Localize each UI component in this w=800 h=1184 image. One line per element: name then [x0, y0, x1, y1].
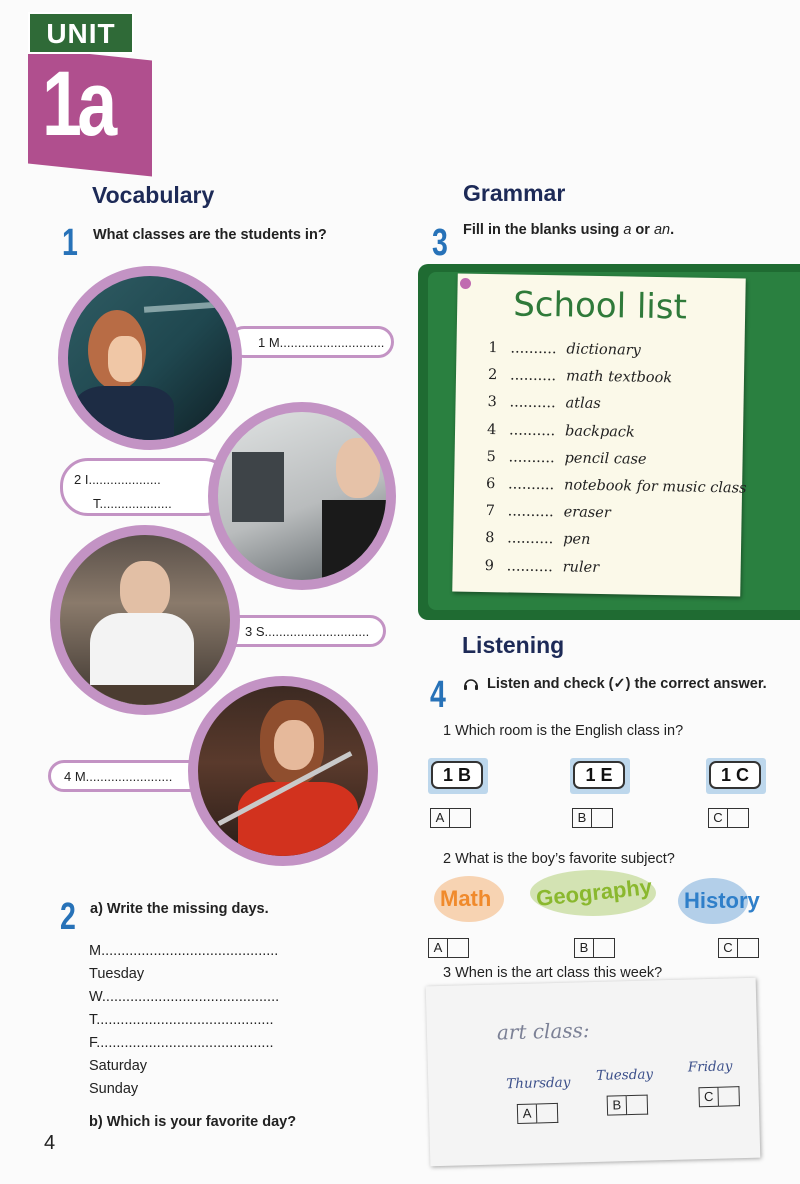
school-list-item — [488, 367, 672, 386]
girl-face — [120, 561, 170, 619]
checkbox-letter: A — [428, 938, 448, 958]
exercise-1-number: 1 — [62, 222, 78, 264]
instruction-period: . — [670, 222, 675, 238]
item-number: 7 — [485, 503, 496, 520]
exercise-3-instruction — [463, 222, 674, 238]
instruction-text: Fill in the blanks using — [463, 222, 624, 238]
checkbox-box[interactable] — [594, 938, 615, 958]
checkbox-box[interactable] — [592, 808, 613, 828]
blank-field[interactable]: .......... — [508, 449, 555, 467]
item-number: 1 — [488, 340, 498, 357]
answer-2-line-1: 2 I.................... — [74, 472, 161, 487]
checkbox-box[interactable] — [718, 1086, 740, 1107]
girl-face — [274, 720, 314, 770]
subject-option: Math — [440, 886, 492, 911]
school-list-item — [487, 422, 635, 441]
checkbox-letter: C — [708, 808, 728, 828]
instruction-or: or — [631, 222, 654, 238]
answer-checkbox[interactable] — [708, 808, 749, 828]
photo-science-class — [50, 525, 240, 715]
photo-math-class — [58, 266, 242, 450]
item-text: eraser — [563, 504, 611, 522]
checkbox-box[interactable] — [728, 808, 749, 828]
item-number: 5 — [486, 448, 496, 465]
room-label: 1 B — [431, 761, 483, 789]
answer-checkbox[interactable] — [517, 1103, 559, 1124]
option-a: a — [623, 222, 632, 238]
checkbox-box[interactable] — [627, 1095, 649, 1116]
blank-field[interactable]: .......... — [510, 340, 557, 358]
checkbox-letter: B — [607, 1095, 628, 1116]
day-line: Saturday — [89, 1058, 148, 1074]
girl-uniform — [322, 500, 392, 590]
blank-field[interactable]: .......... — [507, 530, 554, 548]
pushpin-icon — [460, 278, 471, 289]
answer-3-text: 3 S............................. — [245, 624, 370, 639]
checkbox-box[interactable] — [450, 808, 471, 828]
answer-checkbox[interactable] — [607, 1095, 649, 1116]
school-list-item — [488, 340, 641, 359]
subject-option: Geography — [534, 874, 654, 912]
room-option — [428, 758, 488, 794]
question-3: 3 When is the art class this week? — [443, 965, 663, 981]
photo-it-class — [208, 402, 396, 590]
item-text: atlas — [565, 395, 601, 413]
torn-note — [426, 978, 761, 1167]
checkbox-letter: A — [430, 808, 450, 828]
answer-checkbox[interactable] — [428, 938, 469, 958]
exercise-2a-instruction: a) Write the missing days. — [90, 901, 269, 917]
photo-music-class — [188, 676, 378, 866]
room-label: 1 E — [573, 761, 625, 789]
item-text: math textbook — [565, 368, 673, 387]
days-list — [89, 940, 279, 1101]
headphones-icon — [463, 676, 479, 690]
answer-2-line-2: T.................... — [93, 496, 172, 511]
girl-red-top — [238, 782, 358, 866]
item-text: pencil case — [564, 450, 647, 468]
school-list-item — [485, 558, 600, 576]
checkbox-letter: B — [574, 938, 594, 958]
checkbox-box[interactable] — [537, 1103, 559, 1124]
question-1: 1 Which room is the English class in? — [443, 723, 684, 739]
listening-title: Listening — [462, 632, 565, 658]
item-number: 2 — [487, 367, 498, 384]
blank-field[interactable]: .......... — [508, 422, 556, 439]
blank-field[interactable]: .......... — [509, 394, 556, 412]
day-option: Friday — [687, 1058, 733, 1076]
exercise-2b-instruction: b) Which is your favorite day? — [89, 1114, 297, 1130]
day-line[interactable]: T............................................ — [89, 1012, 274, 1028]
room-option — [706, 758, 766, 794]
item-text: ruler — [562, 558, 600, 576]
student-sweater — [74, 386, 174, 450]
school-list-item — [486, 449, 646, 468]
checkbox-box[interactable] — [448, 938, 469, 958]
grammar-title: Grammar — [463, 180, 566, 206]
item-text: backpack — [564, 423, 635, 441]
school-list-item — [486, 503, 611, 521]
vocabulary-title: Vocabulary — [92, 182, 215, 208]
day-line: Tuesday — [89, 966, 145, 982]
room-option — [570, 758, 630, 794]
room-label: 1 C — [709, 761, 761, 789]
checkbox-letter: C — [718, 938, 738, 958]
monitor — [232, 452, 284, 522]
exercise-3-number: 3 — [432, 222, 448, 264]
unit-label: UNIT — [46, 18, 116, 49]
item-number: 3 — [487, 394, 497, 411]
option-an: an — [653, 222, 671, 238]
day-line[interactable]: F............................................ — [89, 1035, 274, 1051]
blank-field[interactable]: .......... — [506, 558, 553, 575]
school-list-item — [487, 394, 600, 412]
day-option: Thursday — [506, 1074, 571, 1093]
school-list-item — [486, 476, 747, 497]
day-option: Tuesday — [595, 1066, 654, 1084]
answer-checkbox[interactable] — [698, 1086, 740, 1107]
answer-checkbox[interactable] — [572, 808, 613, 828]
page-number: 4 — [44, 1132, 56, 1154]
checkbox-letter: A — [517, 1103, 538, 1124]
answer-4-text: 4 M........................ — [64, 769, 173, 784]
blank-field[interactable]: .......... — [507, 476, 555, 494]
checkbox-box[interactable] — [738, 938, 759, 958]
subject-option: History — [684, 888, 760, 913]
unit-label-box — [28, 12, 134, 54]
school-list-item — [485, 530, 590, 548]
girl-face — [336, 438, 380, 498]
student-face — [108, 336, 142, 382]
exercise-2-number: 2 — [60, 896, 76, 938]
item-number: 9 — [484, 557, 495, 574]
item-text: pen — [563, 531, 591, 549]
blank-field[interactable]: .......... — [509, 367, 557, 385]
school-list-paper — [452, 274, 746, 597]
answer-checkbox[interactable] — [718, 938, 759, 958]
day-line[interactable]: M............................................ — [89, 943, 279, 959]
exercise-4-number: 4 — [430, 674, 446, 716]
day-line[interactable]: W............................................ — [89, 989, 280, 1005]
unit-badge — [28, 12, 132, 164]
item-number: 8 — [485, 530, 495, 547]
school-list-title: School list — [512, 284, 688, 328]
item-text: dictionary — [566, 341, 641, 359]
checkbox-letter: B — [572, 808, 592, 828]
exercise-1-instruction: What classes are the students in? — [93, 227, 327, 243]
item-number: 4 — [486, 421, 497, 438]
note-title: art class: — [496, 1018, 590, 1045]
unit-number: 1a — [42, 53, 113, 155]
day-line: Sunday — [89, 1081, 139, 1097]
lab-bench — [60, 685, 230, 715]
blank-field[interactable]: .......... — [507, 503, 554, 521]
checkbox-letter: C — [698, 1087, 719, 1108]
question-2: 2 What is the boy’s favorite subject? — [443, 851, 675, 867]
chalk-writing — [144, 301, 224, 313]
item-text: notebook for music class — [563, 477, 747, 497]
answer-1-text: 1 M............................. — [258, 335, 385, 350]
answer-checkbox[interactable] — [574, 938, 615, 958]
answer-checkbox[interactable] — [430, 808, 471, 828]
exercise-4-instruction: Listen and check (✓) the correct answer. — [487, 676, 767, 692]
item-number: 6 — [485, 476, 496, 493]
